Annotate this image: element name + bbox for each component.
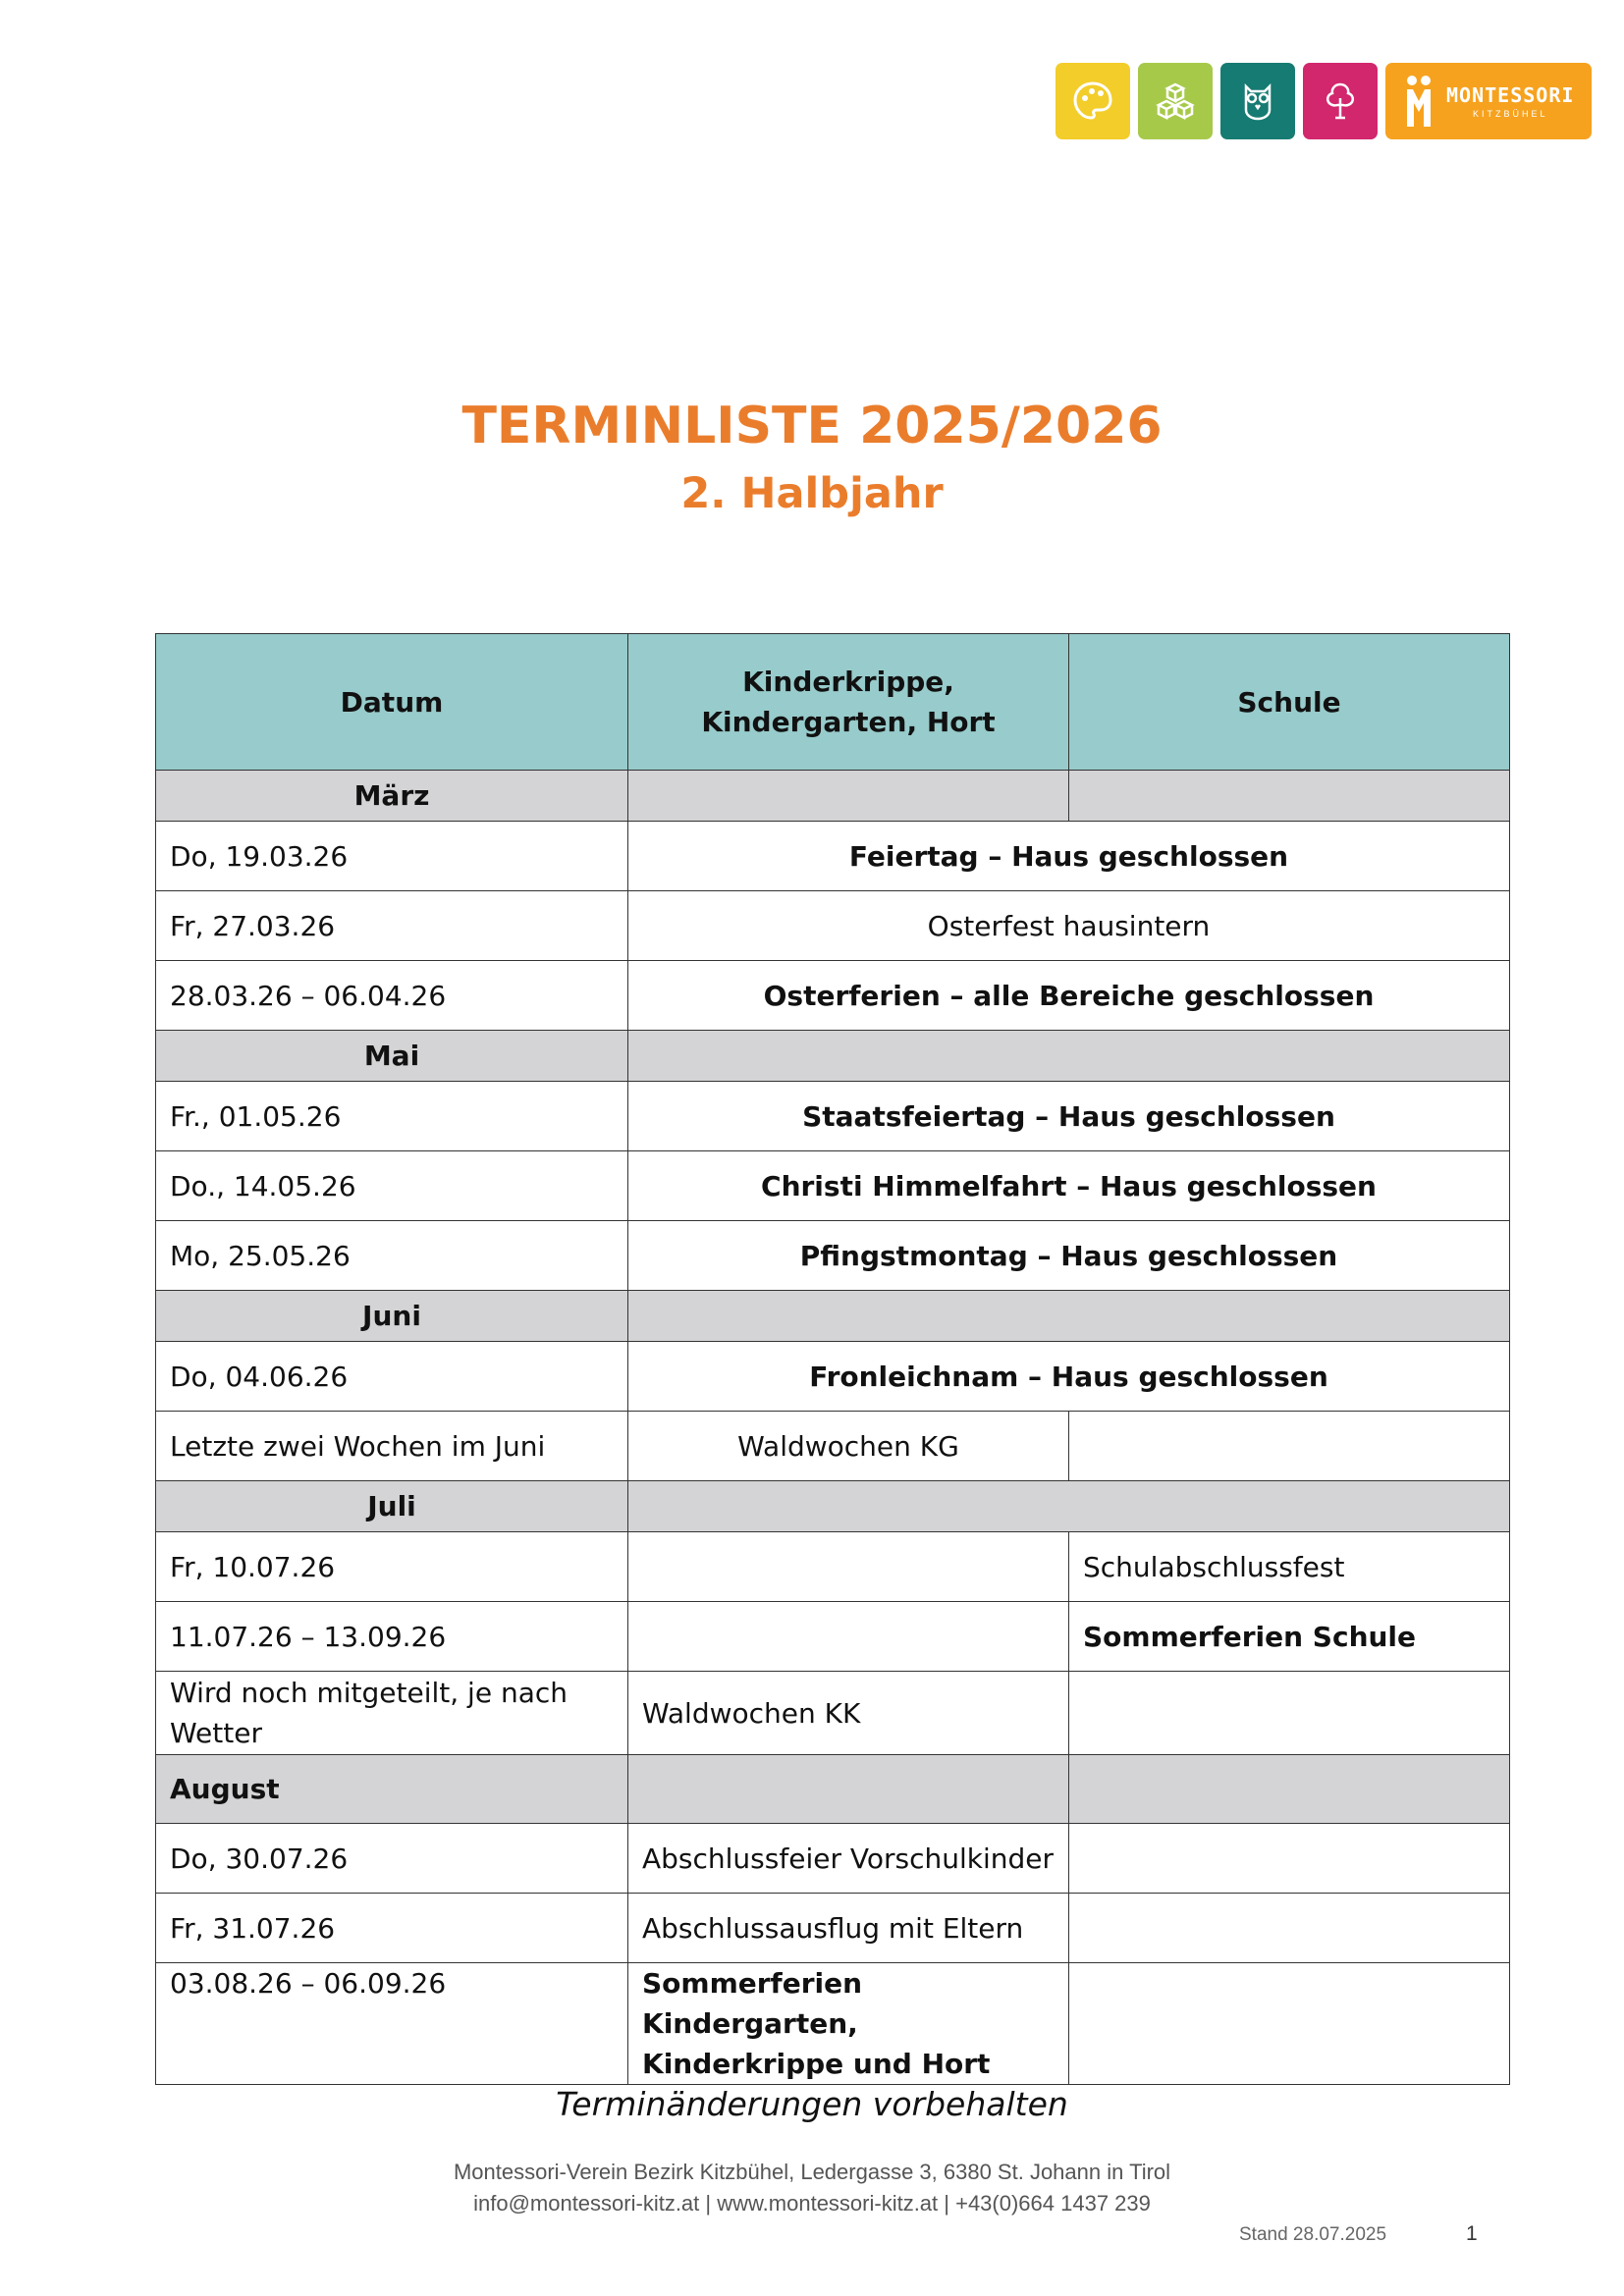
date-cell: Fr, 31.07.26 [156, 1894, 628, 1963]
table-row [156, 1221, 1510, 1291]
stand-date: Stand 28.07.2025 [1239, 2224, 1387, 2245]
table-row [156, 1963, 1510, 2085]
table-header-row [156, 634, 1510, 771]
cubes-icon [1138, 63, 1213, 139]
changes-note: Terminänderungen vorbehalten [556, 2085, 1068, 2123]
month-label: August [156, 1755, 628, 1824]
month-label: März [156, 771, 628, 822]
date-cell: Do, 30.07.26 [156, 1824, 628, 1894]
month-empty-cell [1069, 771, 1510, 822]
date-cell: Wird noch mitgeteilt, je nach Wetter [156, 1672, 628, 1755]
month-empty-cell [628, 1291, 1510, 1342]
kinder-cell: Abschlussfeier Vorschulkinder [628, 1824, 1069, 1894]
date-cell: 28.03.26 – 06.04.26 [156, 961, 628, 1031]
date-cell: Fr., 01.05.26 [156, 1082, 628, 1151]
schule-cell [1069, 1824, 1510, 1894]
header-kinder: Kinderkrippe, Kindergarten, Hort [628, 634, 1069, 771]
schule-cell [1069, 1963, 1510, 2085]
event-cell: Christi Himmelfahrt – Haus geschlossen [628, 1151, 1510, 1221]
date-cell: Do, 19.03.26 [156, 822, 628, 891]
date-cell: Letzte zwei Wochen im Juni [156, 1412, 628, 1481]
event-cell: Osterferien – alle Bereiche geschlossen [628, 961, 1510, 1031]
schule-cell: Schulabschlussfest [1069, 1532, 1510, 1602]
page-title: TERMINLISTE 2025/2026 [461, 397, 1163, 455]
table-row [156, 1672, 1510, 1755]
kinder-cell: Waldwochen KG [628, 1412, 1069, 1481]
table-row [156, 822, 1510, 891]
kinder-cell: Waldwochen KK [628, 1672, 1069, 1755]
event-cell: Osterfest hausintern [628, 891, 1510, 961]
footer-address: Montessori-Verein Bezirk Kitzbühel, Ledergasse 3, 6380 St. Johann in Tirol [453, 2160, 1171, 2184]
header-schule: Schule [1069, 634, 1510, 771]
date-cell: Fr, 10.07.26 [156, 1532, 628, 1602]
page-subtitle: 2. Halbjahr [680, 469, 944, 518]
brand-subtitle: KITZBÜHEL [1472, 109, 1548, 119]
month-row-maerz [156, 771, 1510, 822]
footer-contact: info@montessori-kitz.at | www.montessori-kitz.at | +43(0)664 1437 239 [473, 2191, 1151, 2216]
table-row [156, 1602, 1510, 1672]
schule-cell [1069, 1412, 1510, 1481]
kinder-cell [628, 1602, 1069, 1672]
date-cell: Mo, 25.05.26 [156, 1221, 628, 1291]
month-empty-cell [628, 1481, 1510, 1532]
event-cell: Feiertag – Haus geschlossen [628, 822, 1510, 891]
montessori-logo [1385, 63, 1592, 139]
header-datum: Datum [156, 634, 628, 771]
kinder-cell: Sommerferien Kindergarten, Kinderkrippe und Hort [628, 1963, 1069, 2085]
schule-cell [1069, 1672, 1510, 1755]
table-row [156, 1412, 1510, 1481]
table-row [156, 1532, 1510, 1602]
event-cell: Staatsfeiertag – Haus geschlossen [628, 1082, 1510, 1151]
brand-name: MONTESSORI [1446, 83, 1575, 107]
month-row-august [156, 1755, 1510, 1824]
kinder-cell [628, 1532, 1069, 1602]
palette-icon [1056, 63, 1130, 139]
table-row [156, 961, 1510, 1031]
table-row [156, 1082, 1510, 1151]
table-row [156, 1824, 1510, 1894]
month-row-juli [156, 1481, 1510, 1532]
date-cell: Do., 14.05.26 [156, 1151, 628, 1221]
schule-cell [1069, 1894, 1510, 1963]
month-empty-cell [1069, 1755, 1510, 1824]
month-empty-cell [628, 771, 1069, 822]
owl-icon [1220, 63, 1295, 139]
kinder-cell: Abschlussausflug mit Eltern [628, 1894, 1069, 1963]
month-empty-cell [628, 1755, 1069, 1824]
event-cell: Pfingstmontag – Haus geschlossen [628, 1221, 1510, 1291]
date-cell: 11.07.26 – 13.09.26 [156, 1602, 628, 1672]
table-row [156, 1894, 1510, 1963]
month-empty-cell [628, 1031, 1510, 1082]
schule-cell: Sommerferien Schule [1069, 1602, 1510, 1672]
date-cell: Do, 04.06.26 [156, 1342, 628, 1412]
table-row [156, 1342, 1510, 1412]
month-label: Juli [156, 1481, 628, 1532]
schedule-table [155, 633, 1510, 2085]
month-row-juni [156, 1291, 1510, 1342]
montessori-figure-icon [1403, 74, 1435, 129]
month-row-mai [156, 1031, 1510, 1082]
table-row [156, 1151, 1510, 1221]
logo-bar [1056, 63, 1592, 139]
date-cell: 03.08.26 – 06.09.26 [156, 1963, 628, 2085]
page-number: 1 [1466, 2222, 1478, 2245]
table-row [156, 891, 1510, 961]
date-cell: Fr, 27.03.26 [156, 891, 628, 961]
event-cell: Fronleichnam – Haus geschlossen [628, 1342, 1510, 1412]
month-label: Mai [156, 1031, 628, 1082]
month-label: Juni [156, 1291, 628, 1342]
tree-icon [1303, 63, 1378, 139]
